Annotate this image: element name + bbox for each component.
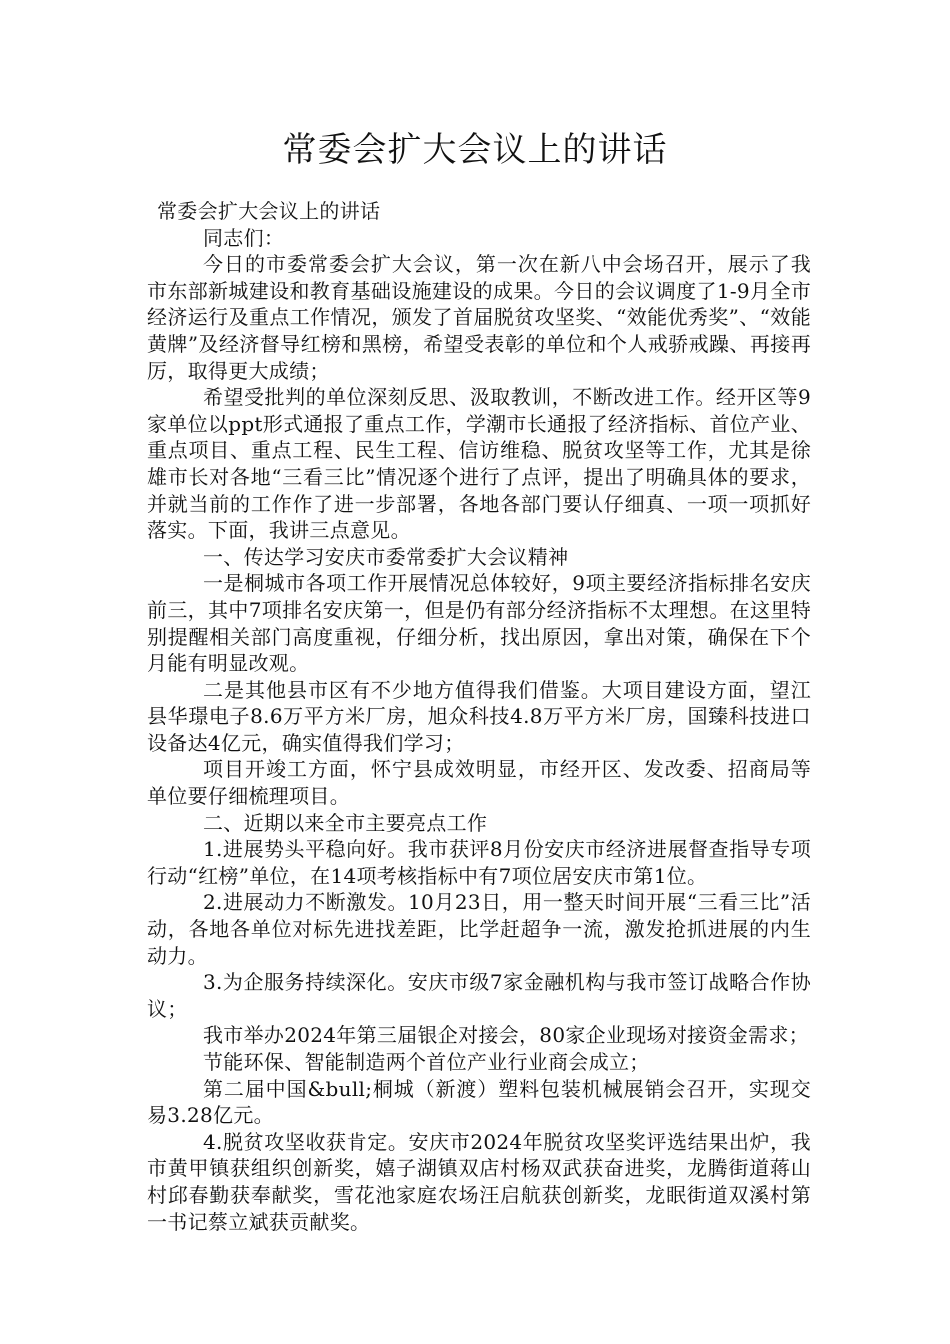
- body-paragraph: 希望受批判的单位深刻反思、汲取教训，不断改进工作。经开区等9家单位以ppt形式通报了重点工作，学潮市长通报了经济指标、首位产业、重点项目、重点工程、民生工程、信访维稳、脱贫攻坚等工作，尤其是徐雄市长对各地“三看三比”情况逐个进行了点评，提出了明确具体的要求，并就当前的工作作了进一步部署，各地各部门要认仔细真、一项一项抓好落实。下面，我讲三点意见。: [147, 385, 811, 543]
- body-paragraph: 2.进展动力不断激发。10月23日，用一整天时间开展“三看三比”活动，各地各单位对标先进找差距，比学赶超争一流，激发抢抓进展的内生动力。: [147, 890, 811, 968]
- body-paragraph: 今日的市委常委会扩大会议，第一次在新八中会场召开，展示了我市东部新城建设和教育基础设施建设的成果。今日的会议调度了1-9月全市经济运行及重点工作情况，颁发了首届脱贫攻坚奖、“效能优秀奖”、“效能黄牌”及经济督导红榜和黑榜，希望受表彰的单位和个人戒骄戒躁、再接再厉，取得更大成绩；: [147, 252, 811, 383]
- document-body: [147, 198, 811, 1235]
- body-paragraph: 4.脱贫攻坚收获肯定。安庆市2024年脱贫攻坚奖评选结果出炉，我市黄甲镇获组织创新奖，嬉子湖镇双店村杨双武获奋进奖，龙腾街道蒋山村邱春勤获奉献奖，雪花池家庭农场汪启航获创新奖，龙眠街道双溪村第一书记蔡立斌获贡献奖。: [147, 1129, 811, 1234]
- salutation-paragraph: 同志们：: [203, 225, 285, 250]
- body-paragraph: 一是桐城市各项工作开展情况总体较好，9项主要经济指标排名安庆前三，其中7项排名安庆第一，但是仍有部分经济指标不太理想。在这里特别提醒相关部门高度重视，仔细分析，找出原因，拿出对策，确保在下个月能有明显改观。: [147, 571, 811, 676]
- section-heading: 一、传达学习安庆市委常委扩大会议精神: [203, 544, 569, 569]
- body-paragraph: 第二届中国&bull;桐城（新渡）塑料包装机械展销会召开，实现交易3.28亿元。: [147, 1076, 811, 1128]
- body-paragraph: 二是其他县市区有不少地方值得我们借鉴。大项目建设方面，望江县华璟电子8.6万平方米厂房，旭众科技4.8万平方米厂房，国臻科技进口设备达4亿元，确实值得我们学习；: [147, 677, 811, 755]
- document-title: 常委会扩大会议上的讲话: [282, 130, 668, 170]
- section-heading: 二、近期以来全市主要亮点工作: [203, 810, 488, 835]
- body-paragraph: 我市举办2024年第三届银企对接会，80家企业现场对接资金需求；: [203, 1023, 809, 1048]
- body-paragraph: 项目开竣工方面，怀宁县成效明显，市经开区、发改委、招商局等单位要仔细梳理项目。: [147, 757, 811, 809]
- body-paragraph: 节能环保、智能制造两个首位产业行业商会成立；: [203, 1050, 650, 1074]
- subtitle-paragraph: 常委会扩大会议上的讲话: [157, 199, 381, 223]
- body-paragraph: 1.进展势头平稳向好。我市获评8月份安庆市经济进展督查指导专项行动“红榜”单位，在14项考核指标中有7项位居安庆市第1位。: [147, 837, 811, 888]
- body-paragraph: 3.为企服务持续深化。安庆市级7家金融机构与我市签订战略合作协议；: [147, 970, 811, 1021]
